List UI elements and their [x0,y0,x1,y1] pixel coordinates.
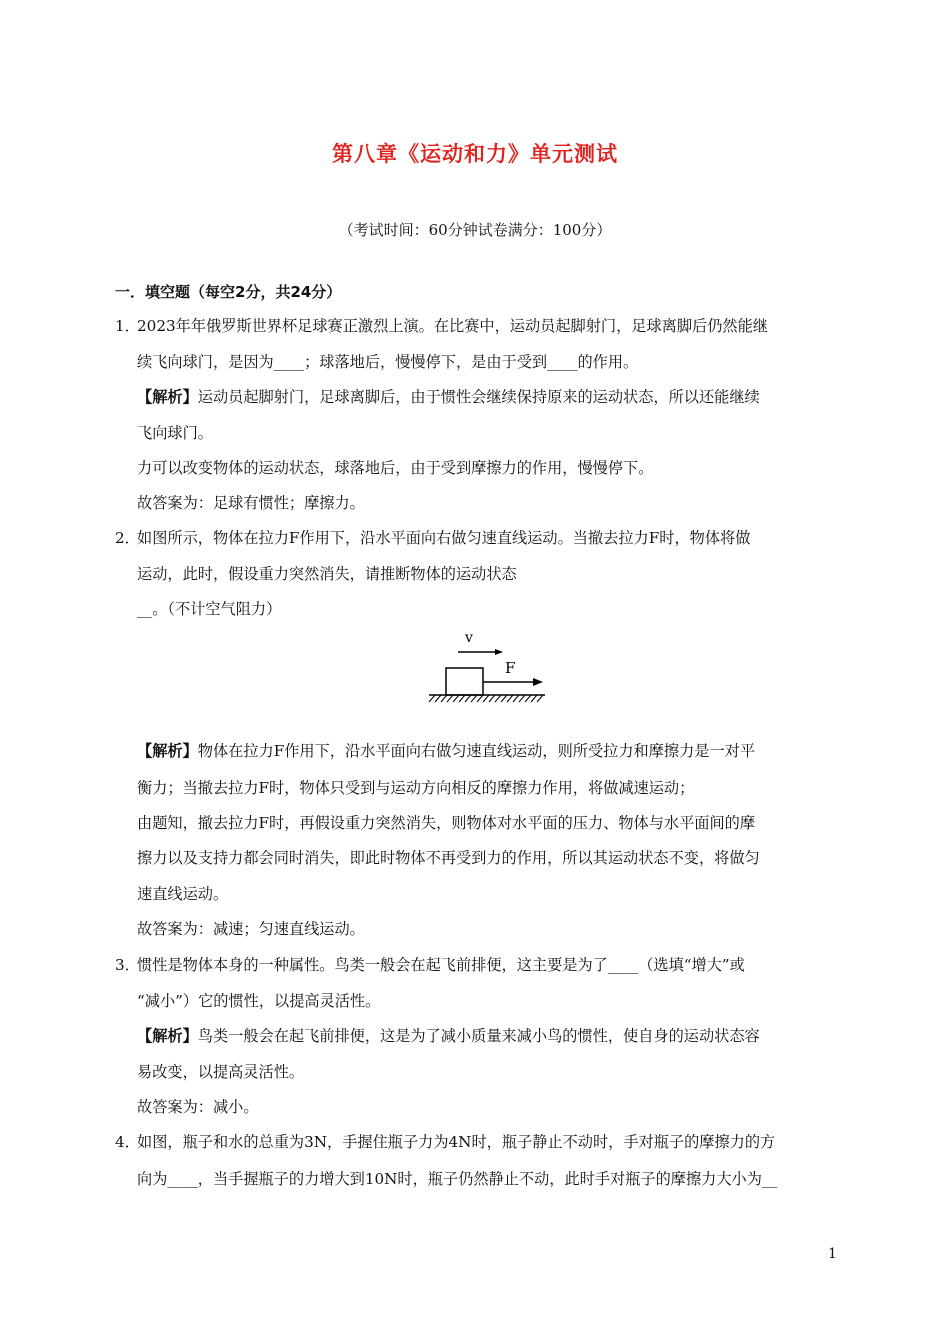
ground-hatching [429,695,543,702]
analysis-line [137,1026,760,1046]
analysis-tag: 【解析】 [137,388,198,406]
analysis-text: 速直线运动。 [137,885,229,903]
question-text: “减小”）它的惯性，以提高灵活性。 [137,992,381,1010]
question-text: 如图所示，物体在拉力F作用下，沿水平面向右做匀速直线运动。当撤去拉力F时，物体将做 [137,529,751,547]
analysis-text: 易改变，以提高灵活性。 [137,1063,305,1081]
block [446,668,483,695]
question-text: 续飞向球门，是因为____；球落地后，慢慢停下，是由于受到____的作用。 [137,353,639,371]
page-number: 1 [828,1246,837,1262]
answer-text: 故答案为：足球有惯性；摩擦力。 [137,494,365,512]
analysis-line [137,741,755,761]
velocity-label: v [465,630,473,646]
question-number: 4． [115,1133,140,1151]
force-label: F [505,659,516,677]
answer-text: 故答案为：减速；匀速直线运动。 [137,920,365,938]
answer-text: 故答案为：减小。 [137,1098,259,1116]
analysis-text: 运动员起脚射门，足球离脚后，由于惯性会继续保持原来的运动状态，所以还能继续 [197,388,760,406]
force-arrowhead [533,678,543,686]
analysis-text: 擦力以及支持力都会同时消失，即此时物体不再受到力的作用，所以其运动状态不变，将做匀 [137,849,760,867]
analysis-text: 物体在拉力F作用下，沿水平面向右做匀速直线运动，则所受拉力和摩擦力是一对平 [197,742,756,760]
analysis-text: 衡力；当撤去拉力F时，物体只受到与运动方向相反的摩擦力作用，将做减速运动； [137,779,695,797]
analysis-tag: 【解析】 [137,742,198,760]
page-title: 第八章《运动和力》单元测试 [332,142,618,166]
question-text: 运动，此时，假设重力突然消失，请推断物体的运动状态 [137,565,517,583]
question-number: 1． [115,317,140,335]
question-text: 2023年年俄罗斯世界杯足球赛正激烈上演。在比赛中，运动员起脚射门，足球离脚后仍然能继 [137,317,768,335]
exam-info: （考试时间：60分钟试卷满分：100分） [338,221,612,239]
question-text: 向为____，当手握瓶子的力增大到10N时，瓶子仍然静止不动，此时手对瓶子的摩擦力大小为__ [137,1170,778,1188]
velocity-arrowhead [495,649,503,655]
analysis-line [137,387,760,407]
analysis-text: 力可以改变物体的运动状态，球落地后，由于受到摩擦力的作用，慢慢停下。 [137,459,654,477]
analysis-text: 飞向球门。 [137,424,213,442]
question-text: 惯性是物体本身的一种属性。鸟类一般会在起飞前排便，这主要是为了____（选填“增大”或 [137,956,745,974]
analysis-text: 由题知，撤去拉力F时，再假设重力突然消失，则物体对水平面的压力、物体与水平面间的摩 [137,814,756,832]
analysis-text: 鸟类一般会在起飞前排便，这是为了减小质量来减小鸟的惯性，使自身的运动状态容 [197,1027,760,1045]
question-text: __。（不计空气阻力） [137,600,282,618]
question-number: 3． [115,956,140,974]
question-text: 如图，瓶子和水的总重为3N，手握住瓶子力为4N时，瓶子静止不动时，手对瓶子的摩擦力的方 [137,1133,776,1151]
analysis-tag: 【解析】 [137,1027,198,1045]
question-number: 2． [115,529,140,547]
section-heading: 一．填空题（每空2分，共24分） [115,283,342,301]
block-force-diagram [425,625,555,707]
